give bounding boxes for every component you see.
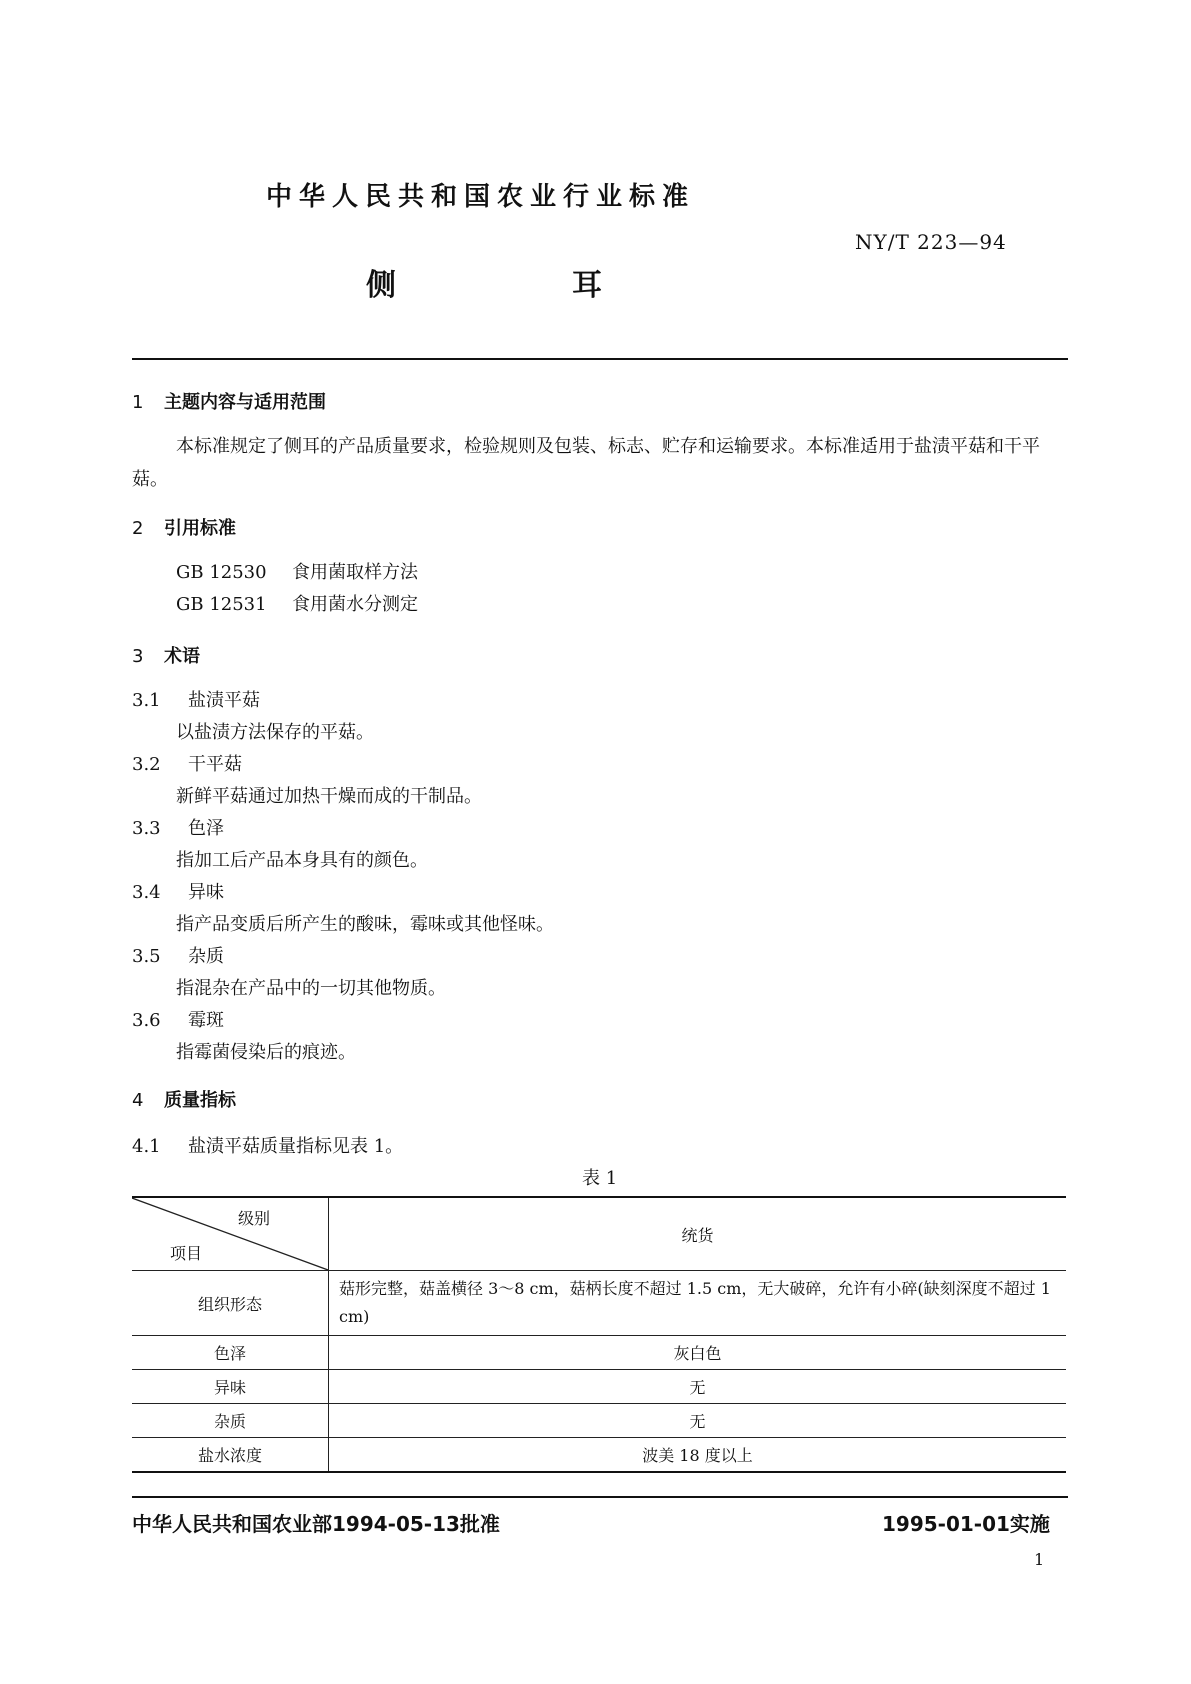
section-title: 质量指标 — [164, 1090, 236, 1111]
row-value: 无 — [689, 1378, 706, 1397]
table-row — [132, 1271, 1066, 1336]
subsection-4-1: 4.1 盐渍平菇质量指标见表 1。 — [132, 1136, 404, 1157]
term-3-5-definition: 指混杂在产品中的一切其他物质。 — [176, 978, 446, 999]
reference-code: GB 12531 — [176, 594, 267, 615]
term-3-3-definition: 指加工后产品本身具有的颜色。 — [176, 850, 428, 871]
term-3-1-definition: 以盐渍方法保存的平菇。 — [176, 722, 374, 743]
term-3-5-title: 3.5 杂质 — [132, 946, 224, 967]
row-item: 杂质 — [132, 1404, 329, 1438]
doc-title-part2: 耳 — [572, 268, 602, 303]
table-diagonal-header — [132, 1197, 329, 1271]
row-value: 灰白色 — [673, 1344, 722, 1363]
section-2-heading — [132, 514, 236, 540]
table-row — [132, 1370, 1066, 1404]
table-row — [132, 1404, 1066, 1438]
header-grade-value: 统货 — [681, 1225, 714, 1245]
section-title: 主题内容与适用范围 — [164, 392, 326, 413]
table-caption: 表 1 — [582, 1168, 618, 1189]
reference-title: 食用菌水分测定 — [292, 594, 418, 615]
reference-code: GB 12530 — [176, 562, 267, 583]
row-item: 色泽 — [132, 1336, 329, 1370]
section-title: 引用标准 — [164, 518, 236, 539]
top-rule — [132, 358, 1068, 360]
section-number: 3 — [132, 646, 144, 667]
reference-item — [176, 590, 418, 616]
page-number: 1 — [1034, 1550, 1045, 1569]
header-grade-label: 级别 — [237, 1209, 270, 1228]
section-1-paragraph: 本标准规定了侧耳的产品质量要求，检验规则及包装、标志、贮存和运输要求。本标准适用于盐渍平菇和干平菇。 — [132, 436, 1040, 490]
section-3-heading — [132, 642, 200, 668]
term-3-4-definition: 指产品变质后所产生的酸味，霉味或其他怪味。 — [176, 914, 554, 935]
row-value: 菇形完整，菇盖横径 3～8 cm，菇柄长度不超过 1.5 cm，无大破碎，允许有小碎(缺刻深度不超过 1 cm) — [339, 1279, 1051, 1326]
term-3-1-title: 3.1 盐渍平菇 — [132, 690, 260, 711]
section-title: 术语 — [164, 646, 200, 667]
quality-table — [132, 1196, 1066, 1473]
term-3-2-definition: 新鲜平菇通过加热干燥而成的干制品。 — [176, 786, 482, 807]
term-3-6-definition: 指霉菌侵染后的痕迹。 — [176, 1042, 356, 1063]
row-item: 盐水浓度 — [132, 1438, 329, 1472]
org-title: 中华人民共和国农业行业标准 — [266, 182, 696, 212]
table-header-row — [132, 1197, 1066, 1271]
section-number: 2 — [132, 518, 144, 539]
standard-code: NY/T 223—94 — [855, 230, 1007, 254]
row-item: 异味 — [132, 1370, 329, 1404]
section-number: 1 — [132, 392, 144, 413]
table-row — [132, 1438, 1066, 1472]
section-1-heading — [132, 388, 326, 414]
term-3-3-title: 3.3 色泽 — [132, 818, 224, 839]
approval-line: 中华人民共和国农业部1994-05-13批准 — [132, 1512, 500, 1536]
table-row — [132, 1336, 1066, 1370]
header-item-label: 项目 — [170, 1244, 203, 1263]
reference-title: 食用菌取样方法 — [292, 562, 418, 583]
effective-date: 1995-01-01实施 — [882, 1512, 1050, 1536]
bottom-rule — [132, 1496, 1068, 1498]
section-number: 4 — [132, 1090, 144, 1111]
reference-item — [176, 558, 418, 584]
term-3-4-title: 3.4 异味 — [132, 882, 224, 903]
term-3-2-title: 3.2 干平菇 — [132, 754, 242, 775]
diagonal-line — [132, 1198, 328, 1270]
doc-title-part1: 侧 — [366, 268, 396, 303]
row-value: 波美 18 度以上 — [642, 1445, 753, 1465]
section-4-heading — [132, 1086, 236, 1112]
term-3-6-title: 3.6 霉斑 — [132, 1010, 224, 1031]
row-value: 无 — [689, 1412, 706, 1431]
row-item: 组织形态 — [132, 1271, 329, 1336]
